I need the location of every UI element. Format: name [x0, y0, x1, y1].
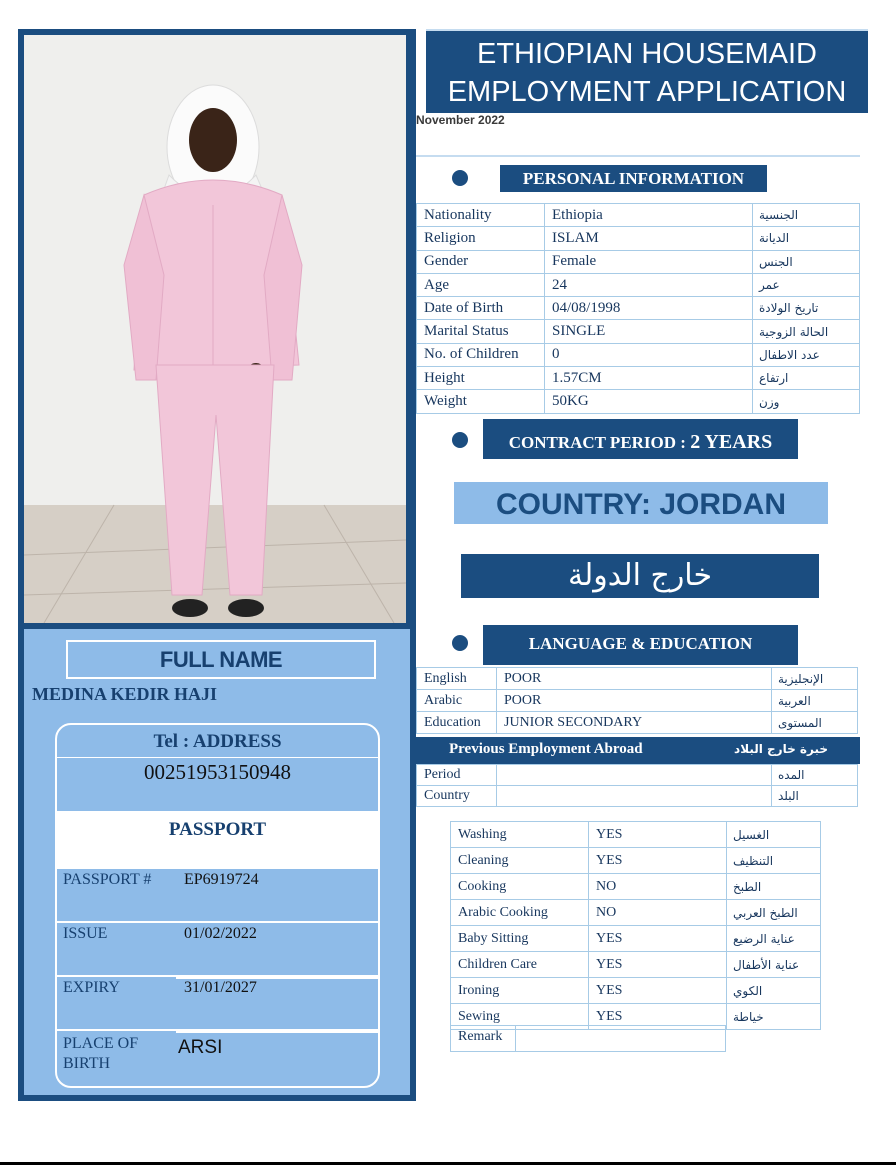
skill-row	[451, 848, 821, 874]
row-label: Cleaning	[451, 848, 589, 874]
row-arabic-label: التنظيف	[727, 848, 821, 874]
row-arabic-label: وزن	[753, 390, 860, 413]
place-of-birth-label: PLACE OF BIRTH	[63, 1035, 139, 1072]
previous-employment-arabic: خبرة خارج البلاد	[734, 742, 828, 756]
personal-info-row	[417, 390, 860, 413]
expiry-label: EXPIRY	[63, 979, 120, 996]
row-arabic-label: الكوي	[727, 978, 821, 1004]
row-label: Date of Birth	[417, 297, 545, 320]
remark-row	[450, 1025, 726, 1052]
country-banner: COUNTRY: JORDAN	[454, 482, 828, 524]
skill-row	[451, 900, 821, 926]
personal-info-row	[417, 343, 860, 366]
row-label: Nationality	[417, 204, 545, 227]
place-of-birth-value: ARSI	[178, 1037, 223, 1058]
bullet-icon	[452, 432, 468, 448]
expiry-value: 31/01/2027	[184, 979, 257, 996]
passport-heading: PASSPORT	[57, 813, 378, 869]
issue-value: 01/02/2022	[184, 925, 257, 942]
bullet-icon	[452, 170, 468, 186]
row-arabic-label: الطبخ	[727, 874, 821, 900]
row-label: Arabic Cooking	[451, 900, 589, 926]
row-label: English	[417, 668, 497, 690]
row-value: YES	[589, 848, 727, 874]
row-value: YES	[589, 978, 727, 1004]
row-value	[497, 765, 772, 786]
row-label: Washing	[451, 822, 589, 848]
tel-address-label: Tel : ADDRESS	[57, 725, 378, 758]
application-date: November 2022	[416, 113, 505, 127]
issue-label: ISSUE	[63, 925, 108, 942]
bullet-icon	[452, 635, 468, 651]
row-value: YES	[589, 822, 727, 848]
contract-period-value: 2 YEARS	[690, 431, 773, 453]
row-value: 04/08/1998	[545, 297, 753, 320]
row-value: NO	[589, 900, 727, 926]
language-education-heading: LANGUAGE & EDUCATION	[483, 625, 798, 665]
row-arabic-label: المده	[772, 765, 858, 786]
previous-employment-heading	[411, 737, 860, 764]
row-arabic-label: خياطة	[727, 1004, 821, 1030]
arabic-outside-country-banner: خارج الدولة	[461, 554, 819, 598]
row-label: Ironing	[451, 978, 589, 1004]
remark-label: Remark	[458, 1029, 503, 1044]
row-value: ISLAM	[545, 227, 753, 250]
row-value	[497, 786, 772, 807]
contact-passport-card	[55, 723, 380, 1088]
tel-value: 00251953150948	[57, 758, 378, 813]
previous-employment-label: Previous Employment Abroad	[449, 741, 643, 757]
personal-info-row	[417, 367, 860, 390]
row-label: Cooking	[451, 874, 589, 900]
row-label: Age	[417, 273, 545, 296]
personal-info-row	[417, 273, 860, 296]
row-arabic-label: البلد	[772, 786, 858, 807]
row-value: YES	[589, 1004, 727, 1030]
row-arabic-label: الجنس	[753, 250, 860, 273]
title-line-1: ETHIOPIAN HOUSEMAID	[477, 38, 817, 70]
row-value: NO	[589, 874, 727, 900]
row-arabic-label: الجنسية	[753, 204, 860, 227]
row-value: YES	[589, 952, 727, 978]
row-value: 1.57CM	[545, 367, 753, 390]
row-value: POOR	[497, 668, 772, 690]
row-arabic-label: الديانة	[753, 227, 860, 250]
applicant-photo	[24, 35, 406, 623]
row-arabic-label: العربية	[772, 690, 858, 712]
row-value: 50KG	[545, 390, 753, 413]
row-arabic-label: المستوى	[772, 712, 858, 734]
personal-info-row	[417, 204, 860, 227]
row-label: Period	[417, 765, 497, 786]
previous-employment-row	[417, 786, 858, 807]
row-arabic-label: عناية الأطفال	[727, 952, 821, 978]
issue-row	[57, 923, 378, 977]
contract-period-heading	[483, 419, 798, 459]
row-label: Arabic	[417, 690, 497, 712]
row-label: Country	[417, 786, 497, 807]
divider	[416, 155, 860, 157]
row-label: Gender	[417, 250, 545, 273]
language-row	[417, 668, 858, 690]
row-arabic-label: تاريخ الولادة	[753, 297, 860, 320]
place-of-birth-row	[57, 1031, 378, 1088]
previous-employment-row	[417, 765, 858, 786]
passport-number-value: EP6919724	[184, 871, 259, 888]
row-value: JUNIOR SECONDARY	[497, 712, 772, 734]
row-arabic-label: الغسيل	[727, 822, 821, 848]
expiry-row	[57, 977, 378, 1031]
row-arabic-label: الطبخ العربي	[727, 900, 821, 926]
row-value: YES	[589, 926, 727, 952]
row-label: Education	[417, 712, 497, 734]
contract-period-label: CONTRACT PERIOD :	[508, 433, 686, 452]
row-value: 0	[545, 343, 753, 366]
row-label: Religion	[417, 227, 545, 250]
title-line-2: EMPLOYMENT APPLICATION	[447, 76, 847, 108]
skill-row	[451, 822, 821, 848]
row-value: POOR	[497, 690, 772, 712]
row-label: Height	[417, 367, 545, 390]
personal-info-table	[416, 203, 860, 414]
row-label: Weight	[417, 390, 545, 413]
skill-row	[451, 874, 821, 900]
language-table	[416, 667, 858, 734]
personal-info-row	[417, 227, 860, 250]
full-name-label: FULL NAME	[66, 640, 376, 679]
row-label: Children Care	[451, 952, 589, 978]
language-row	[417, 690, 858, 712]
row-arabic-label: الإنجليزية	[772, 668, 858, 690]
row-arabic-label: عمر	[753, 273, 860, 296]
applicant-photo-illustration	[24, 35, 406, 623]
row-label: Sewing	[451, 1004, 589, 1030]
skill-row	[451, 926, 821, 952]
row-value: 24	[545, 273, 753, 296]
row-arabic-label: الحالة الزوجية	[753, 320, 860, 343]
row-value: Ethiopia	[545, 204, 753, 227]
row-label: Marital Status	[417, 320, 545, 343]
row-value: Female	[545, 250, 753, 273]
page-title	[426, 29, 868, 113]
row-label: No. of Children	[417, 343, 545, 366]
full-name-value: MEDINA KEDIR HAJI	[32, 684, 218, 704]
passport-number-row	[57, 869, 378, 923]
previous-employment-table	[416, 764, 858, 807]
personal-info-row	[417, 297, 860, 320]
row-arabic-label: عدد الاطفال	[753, 343, 860, 366]
row-arabic-label: عناية الرضيع	[727, 926, 821, 952]
bottom-rule	[0, 1162, 896, 1165]
row-value: SINGLE	[545, 320, 753, 343]
divider	[515, 1026, 516, 1051]
passport-number-label: PASSPORT #	[63, 871, 152, 888]
skill-row	[451, 978, 821, 1004]
language-row	[417, 712, 858, 734]
skills-table	[450, 821, 821, 1030]
personal-info-row	[417, 320, 860, 343]
skill-row	[451, 952, 821, 978]
personal-info-heading: PERSONAL INFORMATION	[500, 165, 767, 192]
row-arabic-label: ارتفاع	[753, 367, 860, 390]
personal-info-row	[417, 250, 860, 273]
row-label: Baby Sitting	[451, 926, 589, 952]
